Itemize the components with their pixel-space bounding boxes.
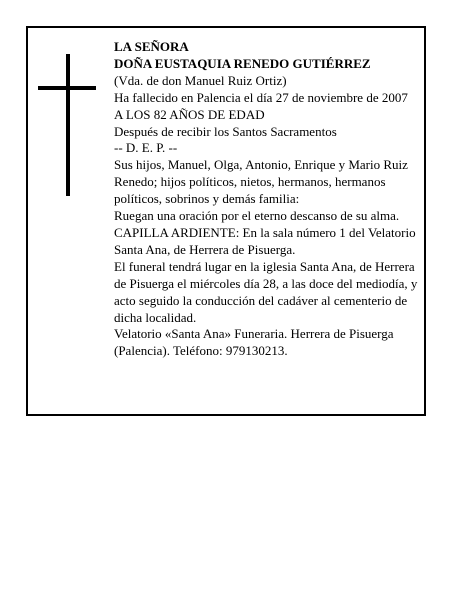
cross-icon — [66, 54, 70, 196]
rip-line: -- D. E. P. -- — [114, 140, 178, 156]
cross-icon-bar — [38, 86, 96, 90]
obituary-title: LA SEÑORA — [114, 39, 189, 54]
funeral-info: El funeral tendrá lugar en la iglesia Santa Ana, de Herrera de Pisuerga el miércoles día 28, a las doce del mediodía, y acto seguido la conducción del cadáver al cementerio de dicha localidad. — [114, 258, 418, 325]
death-notice: Ha fallecido en Palencia el día 27 de noviembre de 2007 — [114, 89, 408, 105]
family-list: Sus hijos, Manuel, Olga, Antonio, Enrique y Mario Ruiz Renedo; hijos políticos, nietos, hermanos, hermanos políticos, sobrinos y demás familia: — [114, 157, 408, 207]
chapel-info: CAPILLA ARDIENTE: En la sala número 1 del Velatorio Santa Ana, de Herrera de Pisuerga. — [114, 224, 416, 257]
sacraments-line: Después de recibir los Santos Sacramentos — [114, 123, 337, 139]
prayer-request: Ruegan una oración por el eterno descanso de su alma. — [114, 208, 400, 224]
age-at-death: A LOS 82 AÑOS DE EDAD — [114, 106, 265, 122]
deceased-name: DOÑA EUSTAQUIA RENEDO GUTIÉRREZ — [114, 55, 371, 71]
widow-of: (Vda. de don Manuel Ruiz Ortiz) — [114, 72, 287, 88]
contact-info: Velatorio «Santa Ana» Funeraria. Herrera de Pisuerga (Palencia). Teléfono: 979130213. — [114, 326, 394, 359]
obituary-text — [114, 39, 422, 360]
